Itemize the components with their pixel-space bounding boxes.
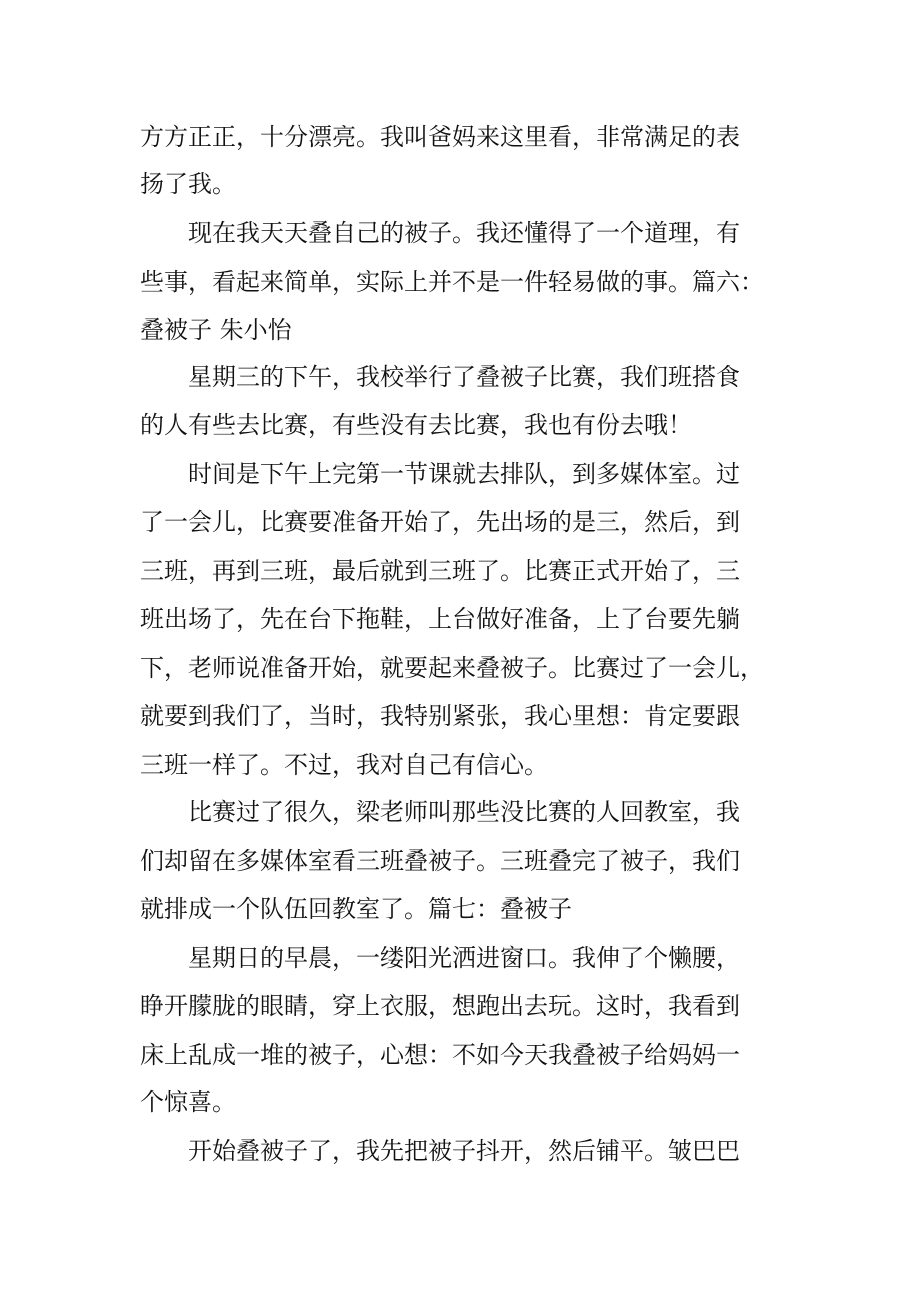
text-line: 就排成一个队伍回教室了。篇七：叠被子 <box>140 895 572 923</box>
text-line: 了一会儿，比赛要准备开始了，先出场的是三，然后，到 <box>140 508 740 536</box>
text-line: 三班，再到三班，最后就到三班了。比赛正式开始了，三 <box>140 557 740 585</box>
section-heading-line: 叠被子 朱小怡 <box>140 316 292 344</box>
text-line: 三班一样了。不过，我对自己有信心。 <box>140 751 548 779</box>
text-line: 些事，看起来简单，实际上并不是一件轻易做的事。篇六： <box>140 268 764 296</box>
text-line: 的人有些去比赛，有些没有去比赛，我也有份去哦！ <box>140 411 692 439</box>
text-line: 扬了我。 <box>140 170 236 198</box>
paragraph-start-line: 星期三的下午，我校举行了叠被子比赛，我们班搭食 <box>188 363 740 391</box>
text-line: 班出场了，先在台下拖鞋，上台做好准备，上了台要先躺 <box>140 605 740 633</box>
text-line: 方方正正，十分漂亮。我叫爸妈来这里看，非常满足的表 <box>140 123 740 151</box>
text-line: 们却留在多媒体室看三班叠被子。三班叠完了被子，我们 <box>140 847 740 875</box>
paragraph-start-line: 星期日的早晨，一缕阳光洒进窗口。我伸了个懒腰， <box>188 944 740 972</box>
text-line: 个惊喜。 <box>140 1088 236 1116</box>
paragraph-start-line: 现在我天天叠自己的被子。我还懂得了一个道理，有 <box>188 219 740 247</box>
text-line: 下，老师说准备开始，就要起来叠被子。比赛过了一会儿， <box>140 654 764 682</box>
paragraph-start-line: 时间是下午上完第一节课就去排队，到多媒体室。过 <box>188 460 740 488</box>
text-line: 床上乱成一堆的被子，心想：不如今天我叠被子给妈妈一 <box>140 1041 740 1069</box>
paragraph-start-line: 比赛过了很久，梁老师叫那些没比赛的人回教室，我 <box>188 798 740 826</box>
text-line: 就要到我们了，当时，我特别紧张，我心里想：肯定要跟 <box>140 702 740 730</box>
text-line: 睁开朦胧的眼睛，穿上衣服，想跑出去玩。这时，我看到 <box>140 992 740 1020</box>
paragraph-start-line: 开始叠被子了，我先把被子抖开，然后铺平。皱巴巴 <box>188 1137 740 1165</box>
